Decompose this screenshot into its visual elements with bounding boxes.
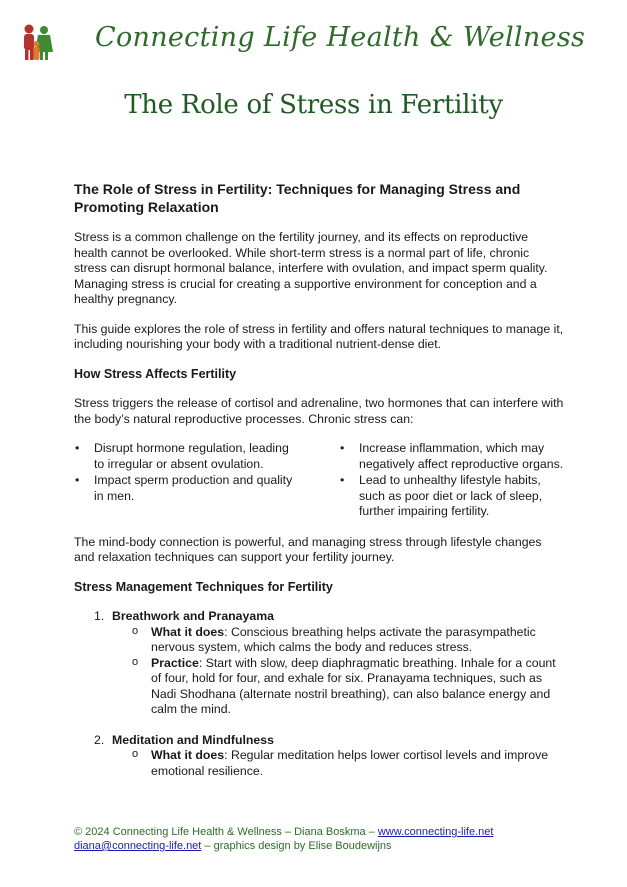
detail-text: : Conscious breathing helps activate the parasympathetic nervous system, which calms the body and reduces stress. bbox=[151, 624, 536, 654]
technique-item bbox=[94, 609, 564, 718]
brand-name: Connecting Life Health & Wellness bbox=[95, 22, 586, 53]
detail-label: What it does bbox=[151, 624, 225, 639]
guide-paragraph: This guide explores the role of stress in fertility and offers natural techniques to manage it, including nourishing your body with a traditional nutrient-dense diet. bbox=[74, 321, 564, 351]
detail-label: Practice bbox=[151, 655, 199, 670]
page-title: The Role of Stress in Fertility bbox=[124, 90, 503, 120]
copyright-text: © 2024 Connecting Life Health & Wellness – Diana Boskma – bbox=[74, 826, 378, 838]
technique-details bbox=[94, 625, 564, 718]
technique-number: 1. bbox=[94, 609, 105, 623]
article-heading: The Role of Stress in Fertility: Techniques for Managing Stress and Promoting Relaxation bbox=[74, 181, 521, 215]
effects-column-left bbox=[74, 441, 299, 521]
page-footer bbox=[74, 825, 493, 853]
technique-name: Meditation and Mindfulness bbox=[112, 732, 274, 747]
techniques-list bbox=[74, 609, 564, 779]
technique-details bbox=[94, 748, 564, 779]
effects-column-right bbox=[339, 441, 564, 521]
stress-effects-paragraph: Stress triggers the release of cortisol and adrenaline, two hormones that can interfere with the body’s natural reproductive processes. Chronic stress can: bbox=[74, 396, 564, 426]
article-body bbox=[74, 180, 564, 794]
website-link[interactable]: www.connecting-life.net bbox=[377, 826, 494, 838]
mind-body-paragraph: The mind-body connection is powerful, and managing stress through lifestyle changes and relaxation techniques can support your fertility journey. bbox=[74, 534, 542, 564]
detail-text: : Start with slow, deep diaphragmatic breathing. Inhale for a count of four, hold for four, and exhale for six. Pranayama techniques, such as Nadi Shodhana (alternate nostril breathing), can also balance energy and calm the mind. bbox=[151, 655, 556, 716]
page-header bbox=[0, 0, 627, 80]
detail-label: What it does bbox=[151, 748, 225, 762]
email-link[interactable]: diana@connecting-life.net bbox=[74, 840, 202, 852]
list-item: • Lead to unhealthy lifestyle habits, such as poor diet or lack of sleep, further impairing fertility. bbox=[339, 473, 564, 520]
technique-item bbox=[94, 733, 564, 780]
section-heading-stress-effects: How Stress Affects Fertility bbox=[74, 366, 237, 381]
list-item bbox=[132, 625, 564, 656]
list-item: • Increase inflammation, which may negatively affect reproductive organs. bbox=[339, 441, 564, 472]
list-item bbox=[132, 748, 564, 779]
intro-paragraph: Stress is a common challenge on the fertility journey, and its effects on reproductive health cannot be overlooked. While short-term stress is a normal part of life, chronic stress can disrupt hormonal balance, interfere with ovulation, and impact sperm quality. Managing stress is crucial for creating a supportive environment for conception and a healthy pregnancy. bbox=[74, 230, 548, 306]
credit-text: – graphics design by Elise Boudewijns bbox=[201, 840, 392, 852]
family-figures-icon bbox=[20, 22, 54, 62]
list-item: • Impact sperm production and quality in men. bbox=[74, 473, 299, 504]
list-item: • Disrupt hormone regulation, leading to irregular or absent ovulation. bbox=[74, 441, 299, 472]
section-heading-techniques: Stress Management Techniques for Fertility bbox=[74, 579, 333, 594]
technique-name: Breathwork and Pranayama bbox=[112, 609, 274, 623]
detail-text: : Regular meditation helps lower cortisol levels and improve emotional resilience. bbox=[151, 748, 549, 778]
effects-list bbox=[74, 441, 564, 521]
technique-number: 2. bbox=[94, 732, 105, 747]
list-item bbox=[132, 656, 564, 718]
